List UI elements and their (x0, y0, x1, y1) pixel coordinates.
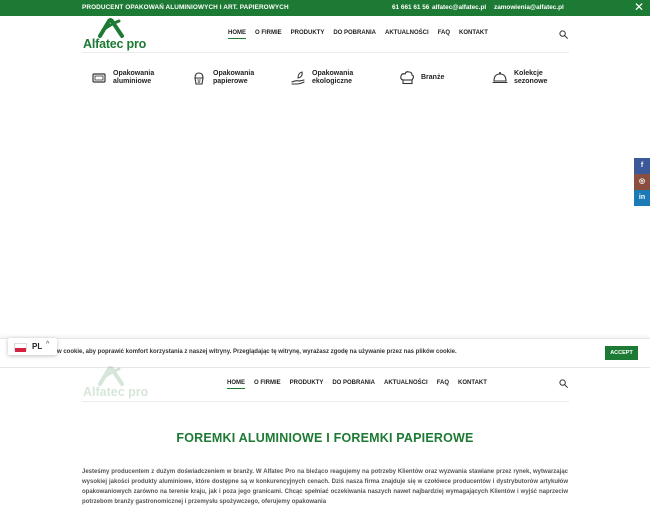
linkedin-icon[interactable]: in (634, 190, 650, 206)
logo-wordmark: Alfatec pro (83, 37, 146, 51)
search-icon[interactable] (559, 379, 568, 388)
category-kolekcje-sezonowe[interactable] (492, 70, 547, 86)
cloche-icon (492, 70, 508, 86)
nav-item-produkty[interactable]: PRODUKTY (290, 380, 324, 386)
page-title: FOREMKI ALUMINIOWE I FOREMKI PAPIEROWE (0, 431, 650, 445)
intro-paragraph: Jesteśmy producentem z dużym doświadczeniem w branży. W Alfatec Pro na bieżąco reagujemy na potrzeby Klientów oraz wyzwania stawiane przez rynek, wytwarzając wysokiej jakości produkty aluminiowe, które dostępne są w konkurencyjnych cenach. Dziś nasza firma znajduje się w czołówce producentów i dystrybutorów artykułów opakowaniowych zarówno na terenie kraju, jak i poza jego granicami. Chcąc spełniać oczekiwania naszych nawet najbardziej wymagających Klientów i wyjść naprzeciw potrzebom branży gastronomicznej i przemysłu spożywczego, oferujemy opakowania (82, 467, 568, 507)
search-icon[interactable] (559, 30, 568, 39)
nav-item-do-pobrania[interactable]: DO POBRANIA (333, 30, 376, 36)
logo-faded[interactable] (83, 366, 145, 400)
poland-flag-icon (14, 343, 27, 351)
accept-cookies-button[interactable]: ACCEPT (605, 346, 638, 360)
eco-hand-icon (290, 70, 306, 86)
cupcake-icon (191, 70, 207, 86)
nav-item-o-firmie[interactable]: O FIRMIE (254, 380, 281, 386)
close-icon[interactable]: ✕ (634, 1, 644, 13)
category-opakowania-papierowe[interactable] (191, 70, 254, 86)
nav-item-aktualnosci[interactable]: AKTUALNOŚCI (384, 380, 428, 386)
nav-item-aktualnosci[interactable]: AKTUALNOŚCI (385, 30, 429, 36)
chef-hat-icon (399, 70, 415, 86)
cookie-bar (0, 338, 650, 368)
category-opakowania-aluminiowe[interactable] (91, 70, 154, 86)
nav-item-kontakt[interactable]: KONTAKT (459, 30, 488, 36)
category-opakowania-ekologiczne[interactable] (290, 70, 353, 86)
sticky-nav (227, 380, 496, 386)
phone-link[interactable]: 61 661 61 56 (392, 4, 429, 11)
header-divider (82, 401, 569, 402)
nav-item-faq[interactable]: FAQ (438, 30, 450, 36)
category-label: Opakowania ekologiczne (312, 70, 353, 86)
nav-item-produkty[interactable]: PRODUKTY (291, 30, 325, 36)
language-switcher[interactable] (8, 338, 57, 355)
header-divider (82, 52, 569, 53)
logo[interactable] (83, 18, 145, 52)
tagline: PRODUCENT OPAKOWAŃ ALUMINIOWYCH I ART. PAPIEROWYCH (82, 4, 289, 11)
nav-item-home[interactable]: HOME (227, 380, 245, 386)
nav-item-do-pobrania[interactable]: DO POBRANIA (332, 380, 375, 386)
chevron-up-icon: ^ (46, 341, 49, 348)
social-bar (634, 158, 650, 206)
main-nav (228, 30, 497, 36)
category-label: Branże (421, 74, 444, 82)
category-branze[interactable] (399, 70, 444, 86)
nav-item-kontakt[interactable]: KONTAKT (458, 380, 487, 386)
email-link-zamowienia[interactable]: zamowienia@alfatec.pl (494, 4, 564, 11)
language-code: PL (32, 342, 42, 351)
nav-item-faq[interactable]: FAQ (437, 380, 449, 386)
nav-item-o-firmie[interactable]: O FIRMIE (255, 30, 282, 36)
instagram-icon[interactable]: ◎ (634, 174, 650, 190)
category-label: Opakowania aluminiowe (113, 70, 154, 86)
logo-mark-icon (97, 18, 125, 38)
facebook-icon[interactable]: f (634, 158, 650, 174)
logo-wordmark: Alfatec pro (83, 385, 148, 399)
logo-mark-icon (97, 366, 125, 386)
tray-icon (91, 70, 107, 86)
category-label: Kolekcje sezonowe (514, 70, 547, 86)
cookie-message: w cookie, aby poprawić komfort korzystania z naszej witryny. Przeglądając tę witrynę, wyrażasz zgodę na używanie przez nas plików cookie. (57, 349, 457, 355)
top-bar (0, 0, 650, 16)
category-label: Opakowania papierowe (213, 70, 254, 86)
nav-item-home[interactable]: HOME (228, 30, 246, 36)
email-link-alfatec[interactable]: alfatec@alfatec.pl (432, 4, 486, 11)
